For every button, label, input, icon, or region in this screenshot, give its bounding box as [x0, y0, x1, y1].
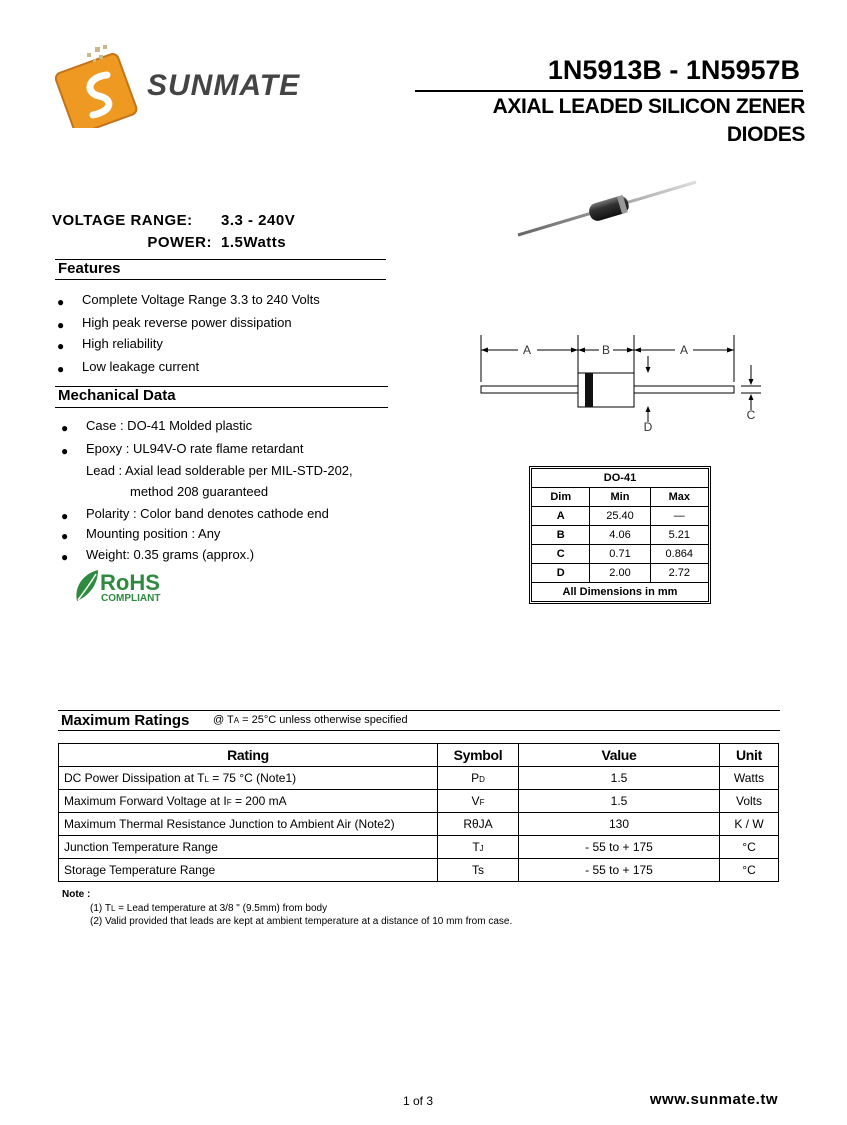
list-item: ● Mounting position : Any: [61, 526, 221, 543]
rohs-logo: [72, 568, 176, 604]
dim-header: Dim: [532, 488, 590, 507]
table-row: B 4.06 5.21: [532, 526, 709, 545]
svg-text:A: A: [522, 343, 532, 357]
ratings-table: [58, 743, 779, 882]
col-header: Value: [519, 744, 720, 767]
subtitle: AXIAL LEADED SILICON ZENER DIODES: [492, 95, 805, 146]
power-value: 1.5Watts: [221, 234, 287, 251]
list-item: ● Polarity : Color band denotes cathode end: [61, 506, 329, 523]
table-row: Maximum Forward Voltage at IF = 200 mA VF 1.5 Volts: [59, 790, 779, 813]
list-item: method 208 guaranteed: [130, 484, 269, 499]
table-row: D 2.00 2.72: [532, 564, 709, 583]
note-2: (2) Valid provided that leads are kept at ambient temperature at a distance of 10 mm from case.: [90, 916, 513, 927]
col-header: Rating: [59, 744, 438, 767]
list-item: ● Epoxy : UL94V-O rate flame retardant: [61, 441, 304, 458]
svg-text:D: D: [643, 420, 653, 434]
dim-header: Min: [590, 488, 650, 507]
table-row: Storage Temperature Range Ts - 55 to + 175 °C: [59, 859, 779, 882]
col-header: Symbol: [438, 744, 519, 767]
list-item: ● Weight: 0.35 grams (approx.): [61, 547, 255, 564]
ratings-heading-bar: [58, 710, 780, 731]
list-item: Lead : Axial lead solderable per MIL-STD-202,: [86, 463, 353, 478]
voltage-label: VOLTAGE RANGE:: [52, 212, 193, 229]
svg-text:B: B: [601, 343, 611, 357]
diode-photo: [510, 175, 705, 245]
list-item: ● Case : DO-41 Molded plastic: [61, 418, 253, 435]
title-rule: [415, 90, 803, 92]
svg-text:SUNMATE: SUNMATE: [147, 69, 301, 102]
svg-text:A: A: [679, 343, 689, 357]
ratings-title: Maximum Ratings: [61, 712, 190, 729]
col-header: Unit: [720, 744, 779, 767]
sunmate-logo: [55, 43, 325, 128]
ratings-condition: @ TA = 25°C unless otherwise specified: [213, 714, 408, 726]
table-row: C 0.71 0.864: [532, 545, 709, 564]
svg-text:RoHS: RoHS: [100, 570, 160, 595]
note-label: Note :: [62, 889, 91, 900]
mechanical-heading: Mechanical Data: [55, 386, 388, 408]
power-label: POWER:: [147, 234, 212, 251]
table-row: Junction Temperature Range TJ - 55 to + 175 °C: [59, 836, 779, 859]
voltage-value: 3.3 - 240V: [221, 212, 296, 229]
dim-table-title: DO-41: [532, 469, 709, 488]
table-row: Maximum Thermal Resistance Junction to Ambient Air (Note2) RθJA 130 K / W: [59, 813, 779, 836]
table-row: DC Power Dissipation at TL = 75 °C (Note1) PD 1.5 Watts: [59, 767, 779, 790]
page-number: 1 of 3: [402, 1094, 434, 1108]
dimension-table: [529, 466, 711, 604]
dim-header: Max: [650, 488, 708, 507]
note-1: (1) TL = Lead temperature at 3/8 " (9.5mm) from body: [90, 903, 328, 914]
svg-text:C: C: [746, 408, 756, 422]
website-link[interactable]: www.sunmate.tw: [649, 1091, 778, 1108]
part-title: 1N5913B - 1N5957B: [547, 55, 800, 85]
features-heading: Features: [55, 259, 386, 280]
list-item: ● Complete Voltage Range 3.3 to 240 Volts: [57, 292, 320, 309]
table-row: A 25.40 —: [532, 507, 709, 526]
svg-text:COMPLIANT: COMPLIANT: [101, 593, 161, 604]
list-item: ● High reliability: [57, 336, 163, 353]
dim-table-footer: All Dimensions in mm: [532, 583, 709, 602]
dimension-diagram: [475, 330, 765, 435]
list-item: ● High peak reverse power dissipation: [57, 315, 292, 332]
list-item: ● Low leakage current: [57, 359, 200, 376]
